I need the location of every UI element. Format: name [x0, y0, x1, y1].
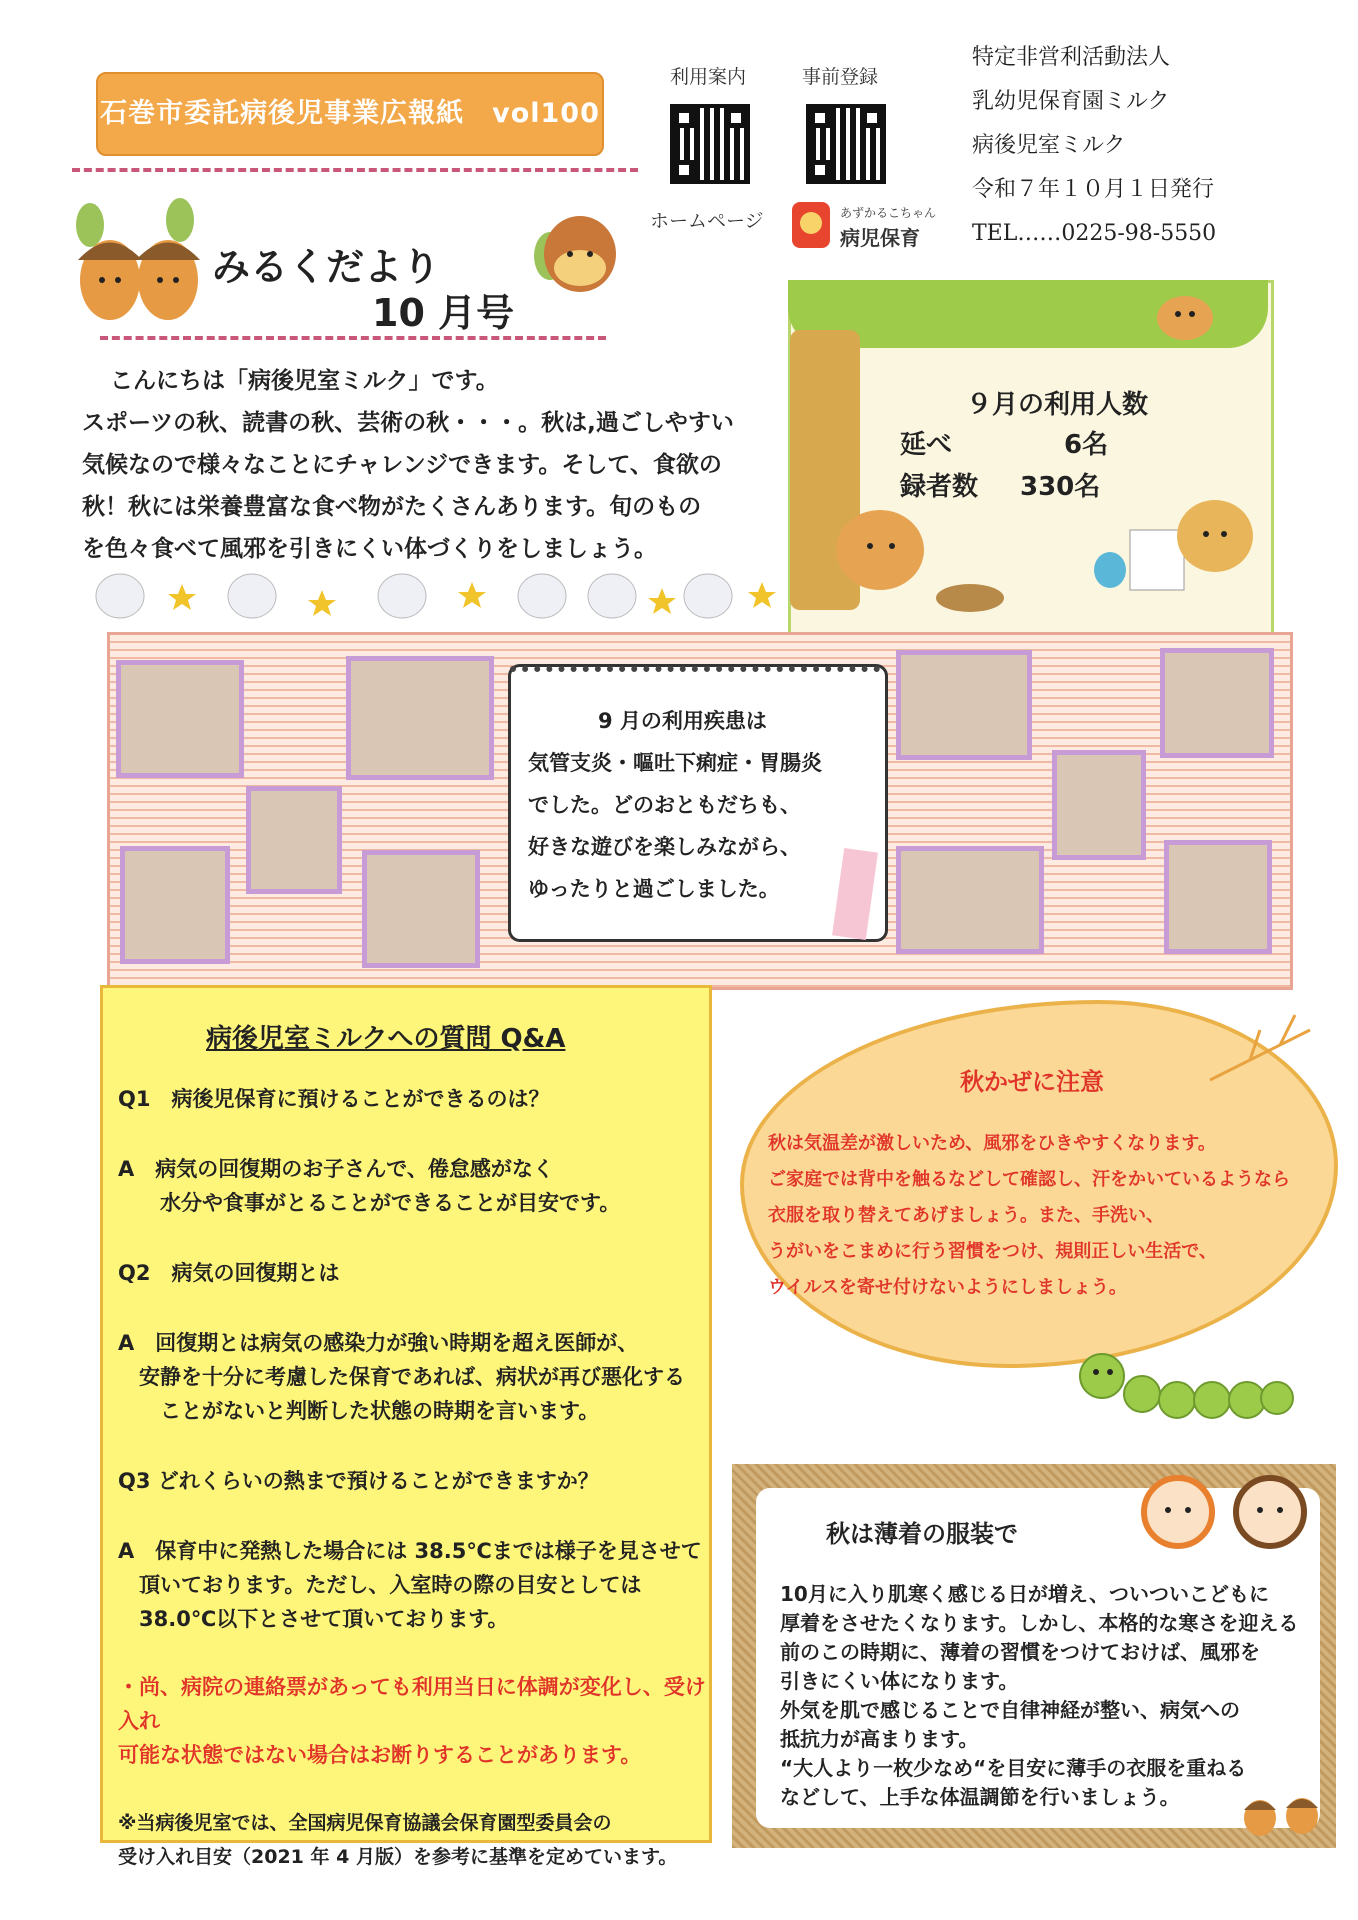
stats-row1-value: 6名 [1064, 430, 1109, 460]
intro-line: こんにちは「病後児室ミルク」です。 [110, 368, 499, 394]
acorns-corner-illustration [1230, 1780, 1330, 1840]
app-logo-icon [792, 202, 830, 248]
app-logo-top-text: あずかるこちゃん [840, 206, 937, 220]
leaf-vein-icon [1200, 1010, 1320, 1090]
note-line: 9 月の利用疾患は [598, 709, 767, 733]
animals-illustration [820, 490, 1260, 620]
org-line: 病後児室ミルク [972, 133, 1126, 158]
caterpillar-illustration [1062, 1336, 1302, 1436]
photo [1160, 648, 1274, 758]
qa-answer: A 保育中に発熱した場合には 38.5℃までは様子を見させて [118, 1539, 702, 1563]
qa-question: Q1 病後児保育に預けることができるのは？ [118, 1087, 550, 1111]
org-line: 特定非営利活動法人 [972, 45, 1171, 70]
photo [116, 660, 244, 778]
qa-question: Q3 どれくらいの熱まで預けることができますか？ [118, 1469, 599, 1493]
intro-line: 気候なので様々なことにチャレンジできます。そして、食欲の [82, 452, 722, 478]
note-ring-binding [510, 666, 880, 682]
qa-notice: ・尚、病院の連絡票があっても利用当日に体調が変化し、受け入れ [118, 1675, 706, 1733]
light-clothing-line: 厚着をさせたくなります。しかし、本格的な寒さを迎える [780, 1611, 1299, 1635]
qa-footnote: 受け入れ目安（2021 年 4 月版）を参考に基準を定めています。 [118, 1846, 678, 1868]
light-clothing-line: 外気を肌で感じることで自律神経が整い、病気への [780, 1698, 1240, 1722]
stats-row2-label: 録者数 [900, 472, 979, 502]
light-clothing-text [780, 1580, 1310, 1812]
acorn-illustration [60, 180, 210, 330]
diseases-note-text [528, 700, 878, 910]
light-clothing-line: 抵抗力が高まります。 [780, 1727, 979, 1751]
autumn-wind-line: ご家庭では背中を触るなどして確認し、汗をかいているようなら [768, 1169, 1290, 1190]
photo [1164, 840, 1272, 954]
qa-title: 病後児室ミルクへの質問 Q&A [206, 1024, 566, 1054]
autumn-wind-title: 秋かぜに注意 [960, 1068, 1104, 1096]
photo [896, 846, 1044, 954]
qa-question: Q2 病気の回復期とは [118, 1261, 340, 1285]
note-line: 好きな遊びを楽しみながら、 [528, 835, 801, 859]
homepage-label: ホームページ [650, 210, 764, 232]
title-divider-top [72, 168, 638, 172]
photo [362, 850, 480, 968]
qa-answer: A 病気の回復期のお子さんで、倦怠感がなく [118, 1157, 554, 1181]
light-clothing-title: 秋は薄着の服装で [826, 1520, 1018, 1548]
org-line: 乳幼児保育園ミルク [972, 89, 1170, 114]
intro-text [82, 360, 782, 570]
photo [346, 656, 494, 780]
qr-usage-guide-label: 利用案内 [670, 66, 747, 88]
newsletter-banner: 石巻市委託病後児事業広報紙 vol100 [96, 72, 604, 156]
qr-preregistration[interactable] [806, 104, 886, 184]
qa-answer: 38.0℃以下とさせて頂いております。 [118, 1607, 509, 1631]
app-logo-bottom-text: 病児保育 [840, 226, 920, 250]
note-line: ゆったりと過ごしました。 [528, 877, 780, 901]
chestnut-illustration [520, 196, 630, 306]
squirrel-top-illustration [1130, 280, 1240, 350]
intro-line: を色々食べて風邪を引きにくい体づくりをしましょう。 [82, 536, 657, 562]
note-line: 気管支炎・嘔吐下痢症・胃腸炎 [528, 751, 822, 775]
newsletter-month: 10 月号 [372, 291, 515, 335]
qa-notice: 可能な状態ではない場合はお断りすることがあります。 [118, 1743, 642, 1767]
light-clothing-line: などして、上手な体温調節を行いましょう。 [780, 1785, 1180, 1809]
light-clothing-line: 引きにくい体になります。 [780, 1669, 1019, 1693]
qa-answer: A 回復期とは病気の感染力が強い時期を超え医師が、 [118, 1331, 639, 1355]
qa-footnote: ※当病後児室では、全国病児保育協議会保育園型委員会の [118, 1812, 612, 1834]
light-clothing-line: “大人より一枚少なめ“を目安に薄手の衣服を重ねる [780, 1756, 1247, 1780]
autumn-wind-text [768, 1126, 1328, 1306]
autumn-wind-line: 秋は気温差が激しいため、風邪をひきやすくなります。 [768, 1133, 1216, 1154]
qa-answer: 水分や食事がとることができることが目安です。 [118, 1191, 621, 1215]
photo [246, 786, 342, 894]
children-illustration [1130, 1462, 1330, 1552]
org-tel: TEL……0225-98-5550 [972, 221, 1217, 246]
organization-info [972, 36, 1216, 256]
ghost-star-border [72, 560, 784, 628]
photo [1052, 750, 1146, 860]
autumn-wind-line: ウイルスを寄せ付けないようにしましょう。 [768, 1277, 1127, 1298]
note-line: でした。どのおともだちも、 [528, 793, 801, 817]
photo [896, 650, 1032, 760]
title-divider-bottom [100, 336, 606, 340]
photo [120, 846, 230, 964]
stats-row1-label: 延べ [900, 430, 953, 460]
qr-usage-guide[interactable] [670, 104, 750, 184]
qr-preregistration-label: 事前登録 [802, 66, 879, 88]
qa-answer: ことがないと判断した状態の時期を言います。 [118, 1399, 600, 1423]
org-line: 令和７年１０月１日発行 [972, 177, 1215, 202]
intro-line: スポーツの秋、読書の秋、芸術の秋・・・。秋は,過ごしやすい [82, 410, 734, 436]
autumn-wind-line: うがいをこまめに行う習慣をつけ、規則正しい生活で、 [768, 1241, 1217, 1262]
qa-answer: 頂いております。ただし、入室時の際の目安としては [118, 1573, 642, 1597]
stats-title: ９月の利用人数 [966, 390, 1149, 420]
stats-row2-value: 330名 [1020, 472, 1101, 502]
light-clothing-line: 前のこの時期に、薄着の習慣をつけておけば、風邪を [780, 1640, 1260, 1664]
autumn-wind-line: 衣服を取り替えてあげましょう。また、手洗い、 [768, 1205, 1164, 1226]
light-clothing-line: 10月に入り肌寒く感じる日が増え、ついついこどもに [780, 1582, 1270, 1606]
intro-line: 秋！秋には栄養豊富な食べ物がたくさんあります。旬のもの [82, 494, 702, 520]
qa-content [118, 1082, 708, 1874]
newsletter-title: みるくだより [212, 245, 441, 289]
qa-answer: 安静を十分に考慮した保育であれば、病状が再び悪化する [118, 1365, 685, 1389]
